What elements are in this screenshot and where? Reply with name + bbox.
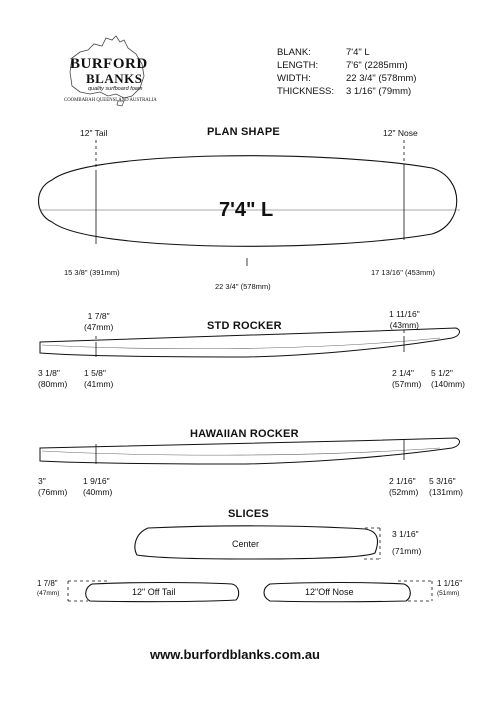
logo-burford: BURFORD	[70, 56, 148, 72]
hawaiian-rocker-nose	[429, 476, 463, 498]
hawaiian-rocker-tail	[38, 476, 67, 498]
hawaiian-rocker-tail12-mm: (40mm)	[83, 487, 113, 497]
std-rocker-nose-in: 5 1/2"	[431, 368, 453, 378]
std-rocker-tail12-mm: (41mm)	[84, 379, 114, 389]
hawaiian-rocker-nose12-mm: (52mm)	[389, 487, 419, 497]
std-rocker-tail	[38, 368, 67, 390]
std-rocker-tail-in: 3 1/8"	[38, 368, 60, 378]
center-slice-label: Center	[232, 539, 260, 549]
plan-center-width: 22 3/4" (578mm)	[215, 282, 271, 291]
off-nose-slice-thickness-mm: (51mm)	[437, 590, 460, 597]
plan-center-label: 7'4" L	[219, 199, 274, 221]
hawaiian-rocker-tail-in: 3"	[38, 476, 46, 486]
std-rocker-nose-mm: (140mm)	[431, 379, 466, 389]
spec-value-thickness: 3 1/16" (79mm)	[346, 86, 412, 97]
std-rocker-nose12-top	[389, 309, 420, 331]
std-rocker-tail-mm: (80mm)	[38, 379, 68, 389]
off-tail-slice-thickness-mm: (47mm)	[37, 590, 60, 597]
center-slice-thickness-in: 3 1/16"	[392, 529, 419, 539]
center-slice-thickness	[392, 529, 421, 557]
spec-label-length: LENGTH:	[277, 60, 319, 71]
std-rocker-tail12	[84, 368, 113, 390]
spec-label-width: WIDTH:	[277, 73, 311, 84]
std-rocker-nose12	[392, 368, 421, 390]
plan-nose-width: 17 13/16" (453mm)	[371, 268, 435, 277]
std-rocker-nose12-mm: (57mm)	[392, 379, 422, 389]
hawaiian-rocker-tail12-in: 1 9/16"	[83, 476, 110, 486]
footer-url[interactable]: www.burfordblanks.com.au	[150, 647, 320, 662]
std-rocker-tail12-top	[84, 311, 113, 333]
spec-label-blank: BLANK:	[277, 47, 311, 58]
spec-label-thickness: THICKNESS:	[277, 86, 335, 97]
spec-value-blank: 7'4" L	[346, 47, 370, 58]
off-nose-slice-thickness	[437, 579, 462, 599]
std-rocker-tail12-top-mm: (47mm)	[84, 322, 114, 332]
plan-nose-marker-label: 12" Nose	[383, 128, 418, 138]
hawaiian-rocker-nose12-in: 2 1/16"	[389, 476, 416, 486]
hawaiian-rocker-nose-in: 5 3/16"	[429, 476, 456, 486]
spec-value-width: 22 3/4" (578mm)	[346, 73, 417, 84]
hawaiian-rocker-tail-mm: (76mm)	[38, 487, 68, 497]
std-rocker-title: STD ROCKER	[207, 320, 282, 332]
specs-labels	[277, 46, 334, 98]
std-rocker-nose12-top-mm: (43mm)	[389, 320, 420, 330]
off-tail-slice-thickness	[37, 579, 59, 599]
spec-value-length: 7'6" (2285mm)	[346, 60, 408, 71]
plan-shape-title: PLAN SHAPE	[207, 126, 280, 138]
logo-blanks: BLANKS	[86, 71, 143, 86]
hawaiian-rocker-nose-mm: (131mm)	[429, 487, 464, 497]
off-tail-slice-label: 12" Off Tail	[132, 587, 176, 597]
hawaiian-rocker-tail12	[83, 476, 112, 498]
logo-tagline: quality surfboard foam	[88, 86, 143, 92]
off-nose-slice-label: 12"Off Nose	[305, 587, 354, 597]
hawaiian-rocker-title: HAWAIIAN ROCKER	[190, 428, 299, 440]
std-rocker-tail12-in: 1 5/8"	[84, 368, 106, 378]
plan-tail-marker-label: 12" Tail	[80, 128, 108, 138]
slices-title: SLICES	[228, 508, 269, 520]
hawaiian-rocker-nose12	[389, 476, 418, 498]
off-tail-slice-thickness-in: 1 7/8"	[37, 579, 58, 588]
plan-tail-width: 15 3/8" (391mm)	[64, 268, 120, 277]
logo-location: COOMBABAH QUEENSLAND AUSTRALIA	[64, 98, 157, 103]
std-rocker-nose	[431, 368, 465, 390]
specs-values	[346, 46, 416, 98]
off-nose-slice-thickness-in: 1 1/16"	[437, 579, 463, 588]
std-rocker-nose12-top-in: 1 11/16"	[389, 309, 420, 319]
std-rocker-tail12-top-in: 1 7/8"	[87, 311, 110, 321]
std-rocker-nose12-in: 2 1/4"	[392, 368, 414, 378]
center-slice-thickness-mm: (71mm)	[392, 546, 422, 556]
